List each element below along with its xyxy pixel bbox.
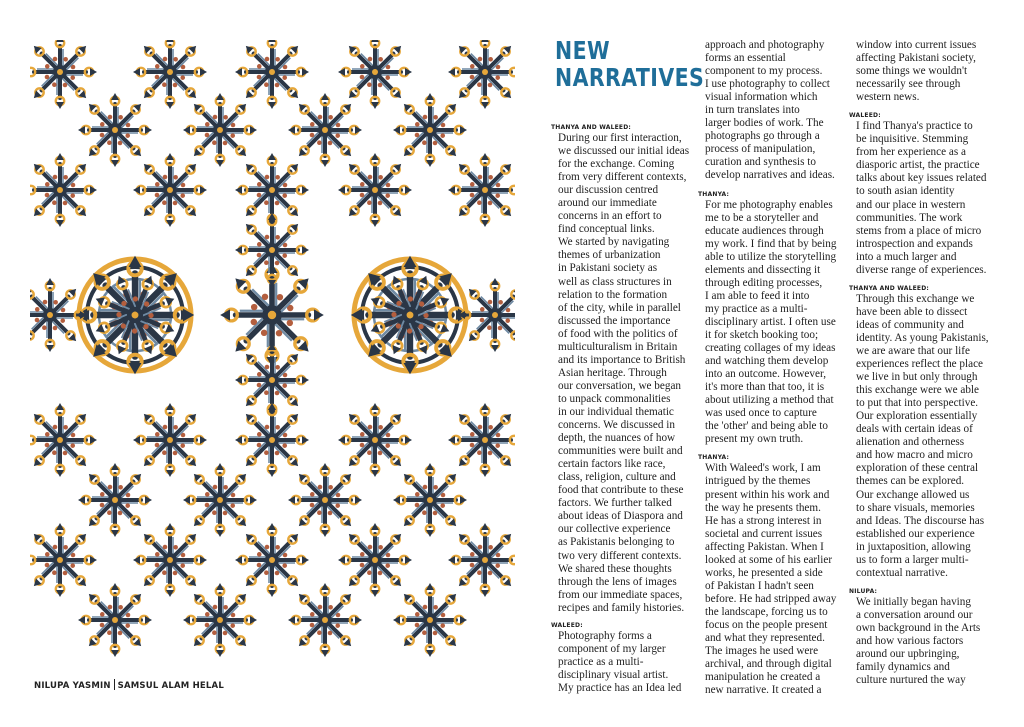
text-line: component to my process. [705, 65, 823, 78]
text-line: able to utilize the storytelling [705, 250, 837, 263]
text-line: necessarily see through [856, 78, 961, 91]
text-line: food that contribute to these [558, 484, 684, 497]
text-line: me to be a storyteller and [705, 211, 819, 224]
text-line: recipes and family histories. [558, 601, 685, 614]
text-line: Our exchange allowed us [856, 488, 970, 501]
speaker-label: WALEED: [849, 112, 881, 120]
text-line: During our first interaction, [558, 132, 682, 144]
text-line: curation and synthesis to [705, 156, 816, 169]
text-line: present my own truth. [705, 433, 804, 446]
text-line: and Ideas. The discourse has [856, 514, 985, 527]
text-line: The images he used were [705, 645, 819, 658]
text-line: it's more than that too, it is [705, 381, 825, 394]
text-line: looked at some of his earlier [705, 553, 833, 566]
text-line: We started by navigating [558, 236, 670, 249]
text-line: around our upbringing, [856, 648, 960, 661]
text-line: develop narratives and ideas. [705, 169, 835, 182]
text-line: identity. As young Pakistanis, [856, 331, 989, 344]
text-line: window into current issues [856, 39, 977, 51]
author-name-1: NILUPA YASMIN [34, 681, 111, 691]
text-line: visual information which [705, 91, 818, 104]
text-line: process of manipulation, [705, 143, 816, 156]
text-line: affecting Pakistan. When I [705, 540, 824, 553]
text-line: focus on the people present [705, 618, 828, 631]
text-line: through the lens of images [558, 575, 677, 588]
text-line: societal and current issues [705, 527, 823, 540]
text-line: creating collages of my ideas [705, 342, 836, 355]
text-line: and how macro and micro [856, 449, 973, 462]
text-line: the landscape, forcing us to [705, 605, 828, 618]
text-line: Asian heritage. Through [558, 366, 667, 379]
credit-divider [114, 679, 115, 690]
text-line: communities were built and [558, 445, 683, 458]
text-line: approach and photography [705, 39, 825, 51]
speaker-label: WALEED: [551, 621, 583, 629]
text-line: from very different contexts, [558, 171, 687, 184]
text-line: of Pakistan I hadn't seen [705, 579, 814, 592]
text-line: to south asian identity [856, 185, 955, 198]
author-credits [34, 679, 224, 691]
text-line: of food with the politics of [558, 327, 678, 340]
text-line: of the city, while in parallel [558, 301, 681, 314]
text-line: themes can be explored. [856, 475, 965, 488]
text-line: around our immediate [558, 197, 657, 210]
text-line: western news. [856, 91, 920, 104]
text-column-1 [551, 124, 689, 695]
text-line: I find Thanya's practice to [856, 120, 973, 133]
text-line: present within his work and [705, 488, 830, 501]
author-name-2: SAMSUL ALAM HELAL [117, 681, 224, 691]
text-line: through editing processes, [705, 276, 823, 289]
text-line: to put that into perspective. [856, 397, 979, 410]
text-line: in turn translates into [705, 104, 800, 117]
text-line: diasporic artist, the practice [856, 159, 980, 172]
text-line: works, he presented a side [705, 566, 823, 579]
text-line: educate audiences through [705, 224, 824, 237]
text-line: have been able to dissect [856, 305, 968, 318]
text-line: archival, and through digital [705, 658, 832, 671]
article-title [555, 37, 704, 91]
text-line: new narrative. It created a [705, 684, 822, 697]
text-column-2 [698, 39, 836, 697]
text-line: Our exploration essentially [856, 410, 978, 423]
text-line: disciplinary artist. I often use [705, 315, 836, 328]
text-line: the way he presents them. [705, 501, 821, 514]
text-line: and how various factors [856, 634, 964, 647]
text-line: elements and dissecting it [705, 263, 821, 276]
text-line: in our individual thematic [558, 405, 674, 418]
text-line: into an outcome. However, [705, 368, 827, 381]
text-line: relation to the formation [558, 288, 668, 301]
text-line: forms an essential [705, 52, 786, 65]
text-line: our discussion centred [558, 184, 659, 197]
text-line: and what they represented. [705, 632, 825, 645]
text-line: intrigued by the themes [705, 475, 811, 488]
text-line: introspection and expands [856, 237, 973, 250]
text-line: ideas of community and [856, 318, 964, 331]
text-line: concerns. We discussed in [558, 419, 675, 432]
text-line: was used once to capture [705, 407, 817, 420]
text-line: our collective experience [558, 523, 671, 536]
text-line: my work. I find that by being [705, 237, 837, 250]
text-line: in juxtaposition, allowing [856, 540, 971, 553]
text-line: factors. We further talked [558, 497, 672, 510]
text-line: we live in but only through [856, 371, 978, 384]
text-column-3 [849, 39, 989, 687]
text-line: from her experience as a [856, 146, 966, 159]
text-line: own background in the Arts [856, 621, 981, 634]
text-line: two very different contexts. [558, 549, 682, 562]
text-line: depth, the nuances of how [558, 432, 676, 445]
text-line: For me photography enables [705, 198, 833, 211]
text-line: established our experience [856, 527, 975, 540]
text-line: talks about key issues related [856, 172, 987, 185]
text-line: Photography forms a [558, 629, 652, 642]
text-line: a conversation around our [856, 608, 973, 621]
text-line: deals with certain ideas of [856, 423, 973, 436]
text-line: from our immediate spaces, [558, 588, 683, 601]
text-line: my practice as a multi- [705, 302, 808, 315]
text-line: exploration of these central [856, 462, 979, 475]
pattern-artwork [30, 40, 515, 665]
text-line: I am able to feed it into [705, 289, 810, 302]
text-line: photographs go through a [705, 130, 820, 143]
speaker-label: THANYA: [698, 190, 730, 198]
text-line: discussed the importance [558, 314, 671, 327]
text-line: as Pakistanis belonging to [558, 536, 675, 549]
text-line: concerns in an effort to [558, 210, 662, 223]
text-line: alienation and otherness [856, 436, 965, 449]
text-line: themes of urbanization [558, 249, 661, 262]
text-line: well as class structures in [558, 275, 672, 288]
text-line: find conceptual links. [558, 223, 655, 236]
text-line: some things we wouldn't [856, 65, 968, 78]
title-line-2: NARRATIVES [555, 63, 705, 92]
text-line: stems from a place of micro [856, 224, 982, 237]
text-line: With Waleed's work, I am [705, 462, 821, 475]
text-line: Through this exchange we [856, 292, 975, 305]
text-line: and watching them develop [705, 355, 829, 368]
text-line: the 'other' and being able to [705, 420, 829, 433]
text-line: He has a strong interest in [705, 514, 822, 527]
text-line: I use photography to collect [705, 78, 830, 91]
text-line: culture nurtured the way [856, 674, 966, 687]
speaker-label: THANYA AND WALEED: [551, 124, 632, 131]
text-line: practice as a multi- [558, 655, 644, 668]
text-line: diverse range of experiences. [856, 263, 987, 276]
text-line: disciplinary visual artist. [558, 668, 669, 681]
speaker-label: NILUPA: [849, 587, 878, 595]
text-line: into a much larger and [856, 250, 957, 263]
text-line: about ideas of Diaspora and [558, 510, 683, 523]
text-line: this exchange were we able [856, 384, 980, 397]
text-line: component of my larger [558, 642, 666, 655]
text-line: and its importance to British [558, 353, 686, 366]
title-line-1: NEW [555, 36, 611, 65]
text-line: for the exchange. Coming [558, 158, 675, 171]
text-line: about utilizing a method that [705, 394, 834, 407]
text-line: be inquisitive. Stemming [856, 133, 969, 146]
text-line: it for sketch booking too; [705, 328, 819, 341]
text-line: My practice has an Idea led [558, 681, 682, 694]
text-line: communities. The work [856, 211, 963, 224]
text-line: class, religion, culture and [558, 471, 676, 484]
text-line: larger bodies of work. The [705, 117, 824, 130]
text-line: and our place in western [856, 198, 966, 211]
speaker-label: THANYA: [698, 454, 730, 462]
speaker-label: THANYA AND WALEED: [849, 284, 930, 292]
text-line: before. He had stripped away [705, 592, 837, 605]
text-line: contextual narrative. [856, 566, 948, 579]
text-line: family dynamics and [856, 661, 950, 674]
text-line: certain factors like race, [558, 458, 666, 471]
text-line: we discussed our initial ideas [558, 145, 690, 158]
text-line: our conversation, we began [558, 379, 682, 392]
text-line: affecting Pakistani society, [856, 52, 976, 65]
text-line: us to form a larger multi- [856, 553, 969, 566]
text-line: We shared these thoughts [558, 562, 672, 575]
text-line: manipulation he created a [705, 671, 821, 684]
text-line: We initially began having [856, 595, 971, 608]
text-line: we are aware that our life [856, 344, 970, 357]
text-line: in Pakistani society as [558, 262, 658, 275]
text-line: to share visuals, memories [856, 501, 975, 514]
text-line: experiences reflect the place [856, 358, 984, 371]
text-line: to unpack commonalities [558, 392, 671, 405]
text-line: multiculturalism in Britain [558, 340, 678, 353]
